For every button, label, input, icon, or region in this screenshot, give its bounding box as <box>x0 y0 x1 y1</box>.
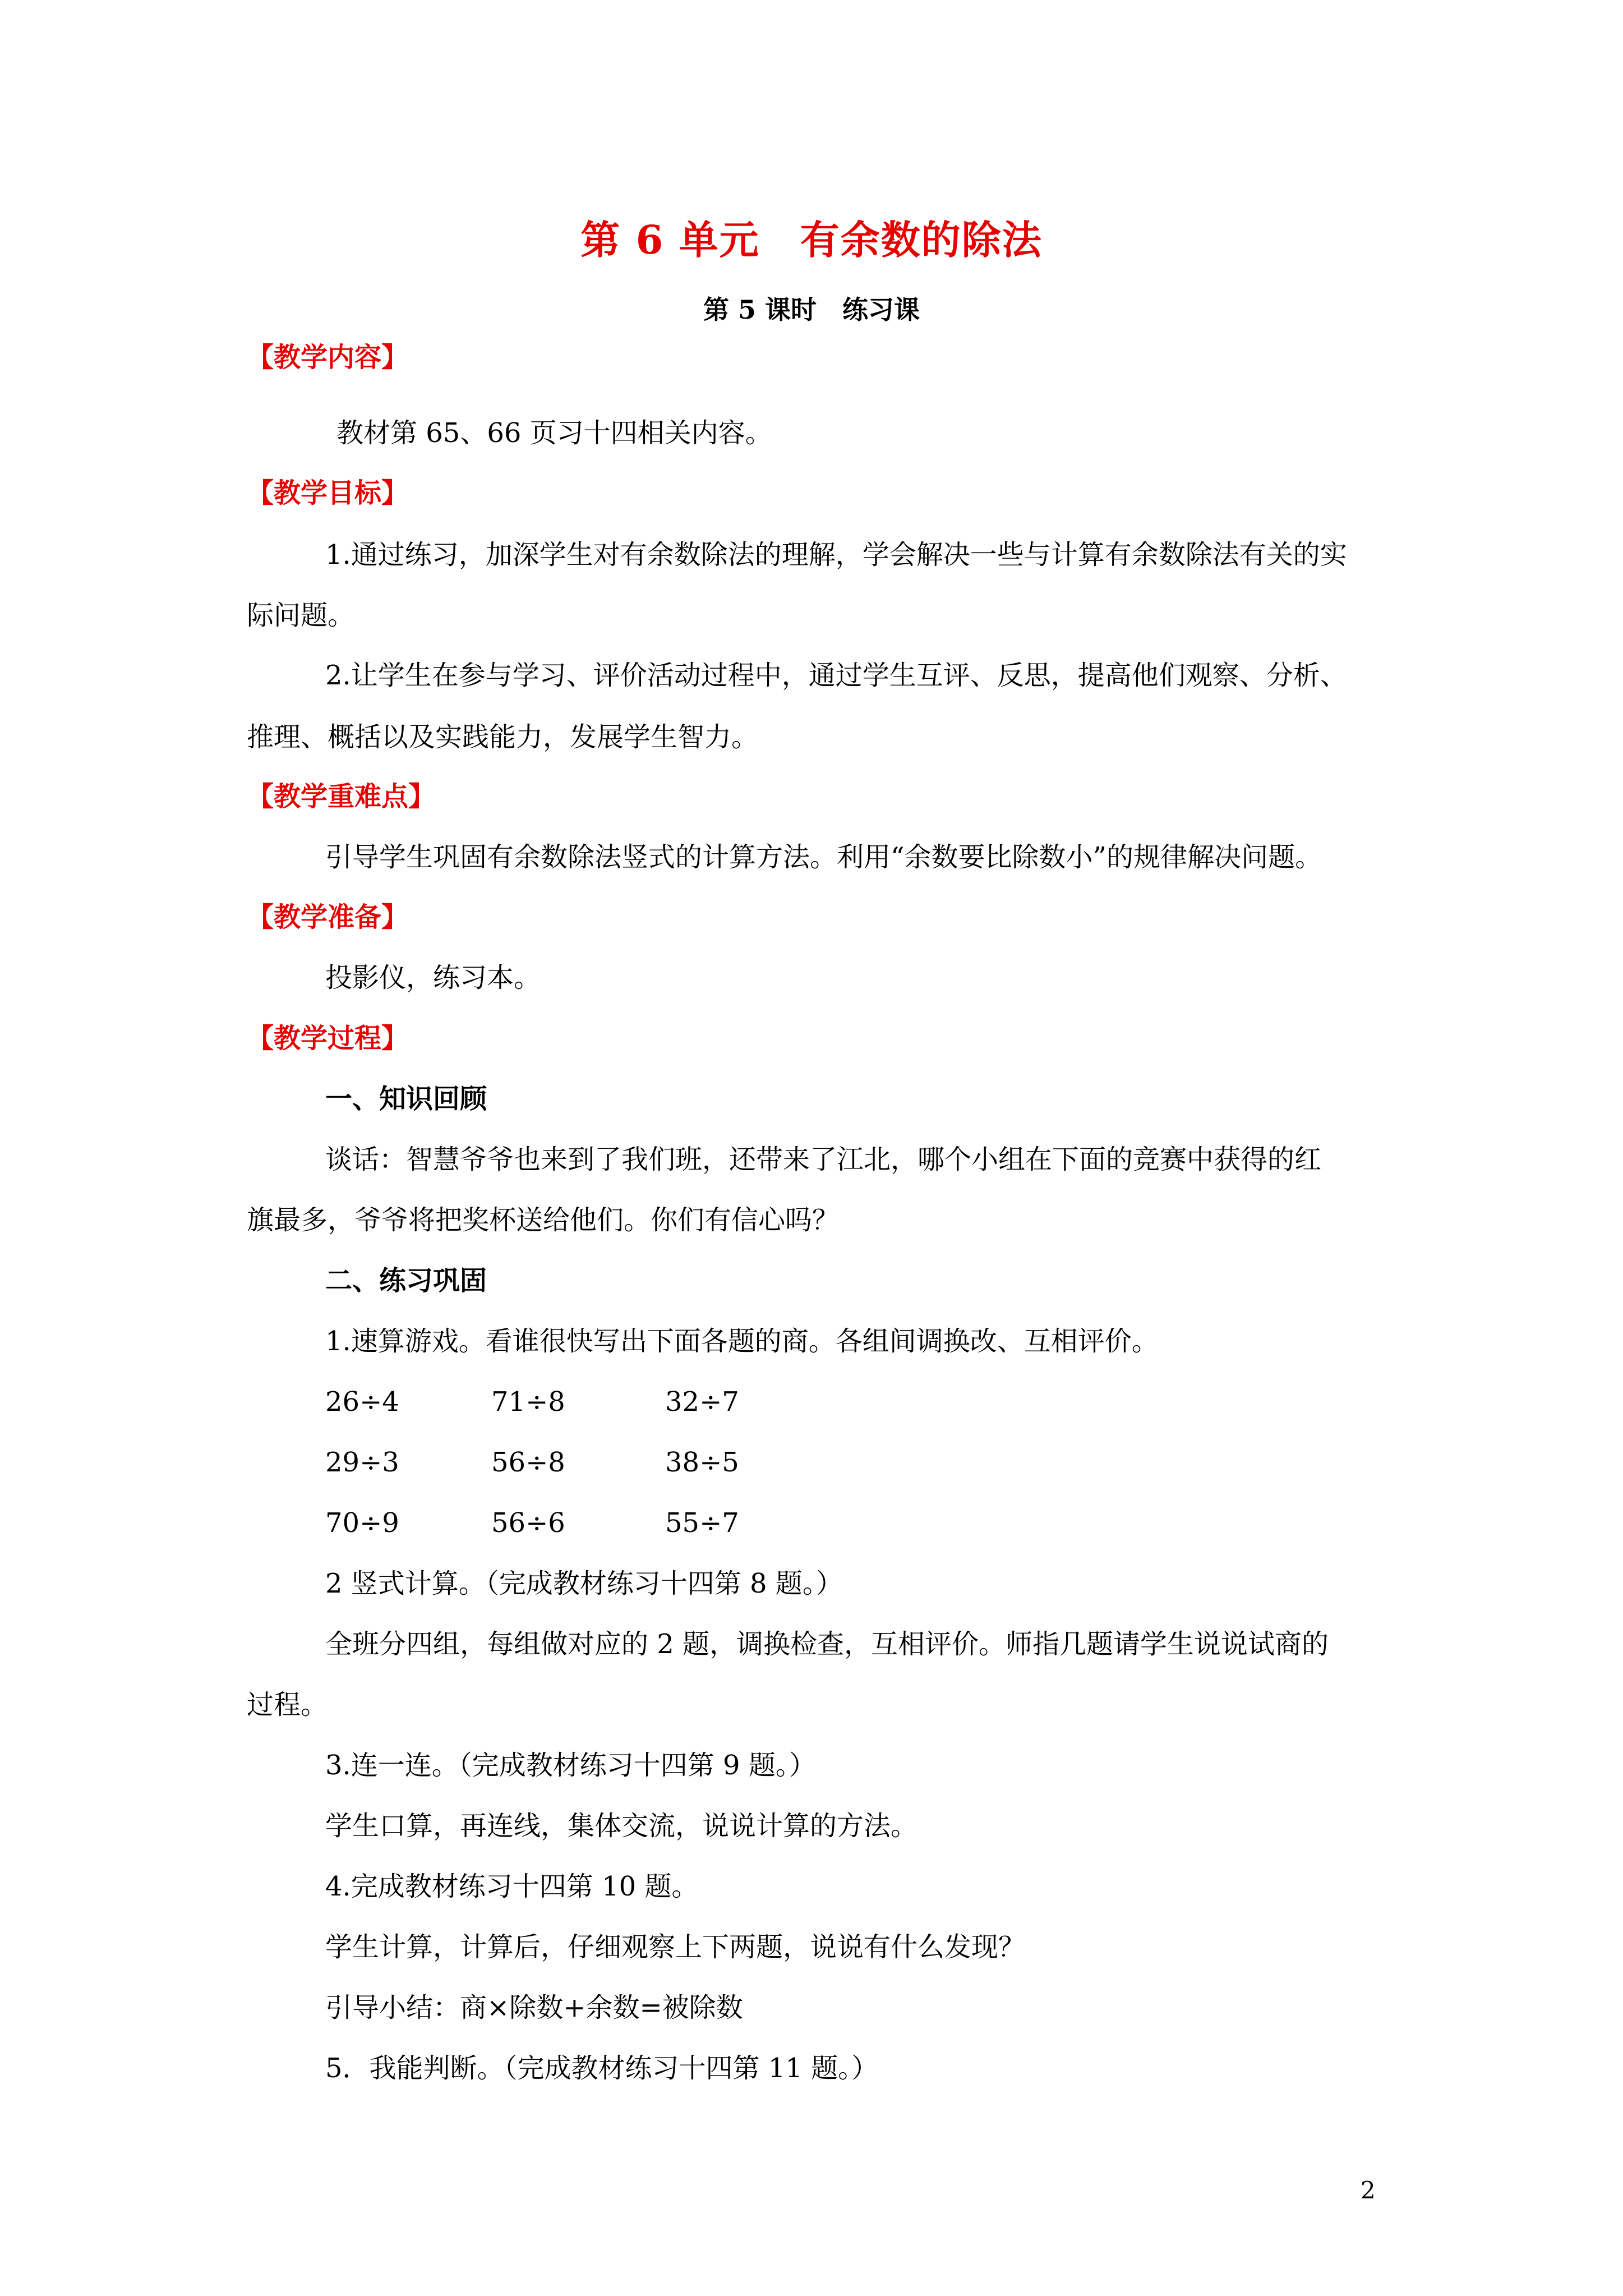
goal-1-line-2: 际问题。 <box>247 600 355 631</box>
exercise-3-desc: 学生口算，再连线，集体交流，说说计算的方法。 <box>325 1810 918 1842</box>
section-heading-content: 【教学内容】 <box>247 342 409 373</box>
content-text: 教材第 65、66 页习十四相关内容。 <box>336 417 772 449</box>
part-1-title: 一、知识回顾 <box>325 1083 487 1115</box>
division-problem: 29÷3 <box>325 1447 399 1478</box>
exercise-1: 1.速算游戏。看谁很快写出下面各题的商。各组间调换改、互相评价。 <box>325 1326 1159 1357</box>
division-problem: 70÷9 <box>325 1507 399 1539</box>
section-heading-preparation: 【教学准备】 <box>247 901 409 933</box>
goal-2-line-2: 推理、概括以及实践能力，发展学生智力。 <box>247 721 759 753</box>
division-problem: 56÷8 <box>491 1447 565 1478</box>
part-2-title: 二、练习巩固 <box>325 1265 487 1296</box>
section-heading-process: 【教学过程】 <box>247 1023 409 1054</box>
section-heading-key-points: 【教学重难点】 <box>247 781 436 812</box>
exercise-4: 4.完成教材练习十四第 10 题。 <box>325 1871 699 1902</box>
lesson-subtitle: 第 5 课时 练习课 <box>703 295 920 325</box>
section-heading-goals: 【教学目标】 <box>247 477 409 509</box>
division-problem: 71÷8 <box>491 1386 565 1418</box>
exercise-2-desc-line-1: 全班分四组，每组做对应的 2 题，调换检查，互相评价。师指几题请学生说说试商的 <box>325 1628 1329 1660</box>
exercise-4-summary: 引导小结：商×除数+余数=被除数 <box>325 1992 743 2023</box>
goal-2-line-1: 2.让学生在参与学习、评价活动过程中，通过学生互评、反思，提高他们观察、分析、 <box>325 660 1347 691</box>
exercise-4-desc: 学生计算，计算后，仔细观察上下两题，说说有什么发现？ <box>325 1931 1026 1963</box>
division-problem: 26÷4 <box>325 1386 399 1418</box>
exercise-3: 3.连一连。（完成教材练习十四第 9 题。） <box>325 1750 816 1781</box>
exercise-2-desc-line-2: 过程。 <box>247 1689 328 1720</box>
goal-1-line-1: 1.通过练习，加深学生对有余数除法的理解，学会解决一些与计算有余数除法有关的实 <box>325 539 1347 570</box>
exercise-5: 5．我能判断。（完成教材练习十四第 11 题。） <box>325 2053 879 2084</box>
division-problem: 56÷6 <box>491 1507 565 1539</box>
division-problem: 38÷5 <box>665 1447 739 1478</box>
exercise-2: 2 竖式计算。（完成教材练习十四第 8 题。） <box>325 1568 843 1599</box>
preparation-text: 投影仪，练习本。 <box>325 962 541 993</box>
page-number: 2 <box>1361 2177 1376 2204</box>
division-problem: 55÷7 <box>665 1507 739 1539</box>
talk-line-2: 旗最多，爷爷将把奖杯送给他们。你们有信心吗？ <box>247 1204 840 1236</box>
division-problem: 32÷7 <box>665 1386 739 1418</box>
talk-line-1: 谈话：智慧爷爷也来到了我们班，还带来了江北，哪个小组在下面的竞赛中获得的红 <box>325 1144 1322 1175</box>
key-points-text: 引导学生巩固有余数除法竖式的计算方法。利用“余数要比除数小”的规律解决问题。 <box>325 841 1322 873</box>
page-title: 第 6 单元 有余数的除法 <box>580 217 1043 263</box>
